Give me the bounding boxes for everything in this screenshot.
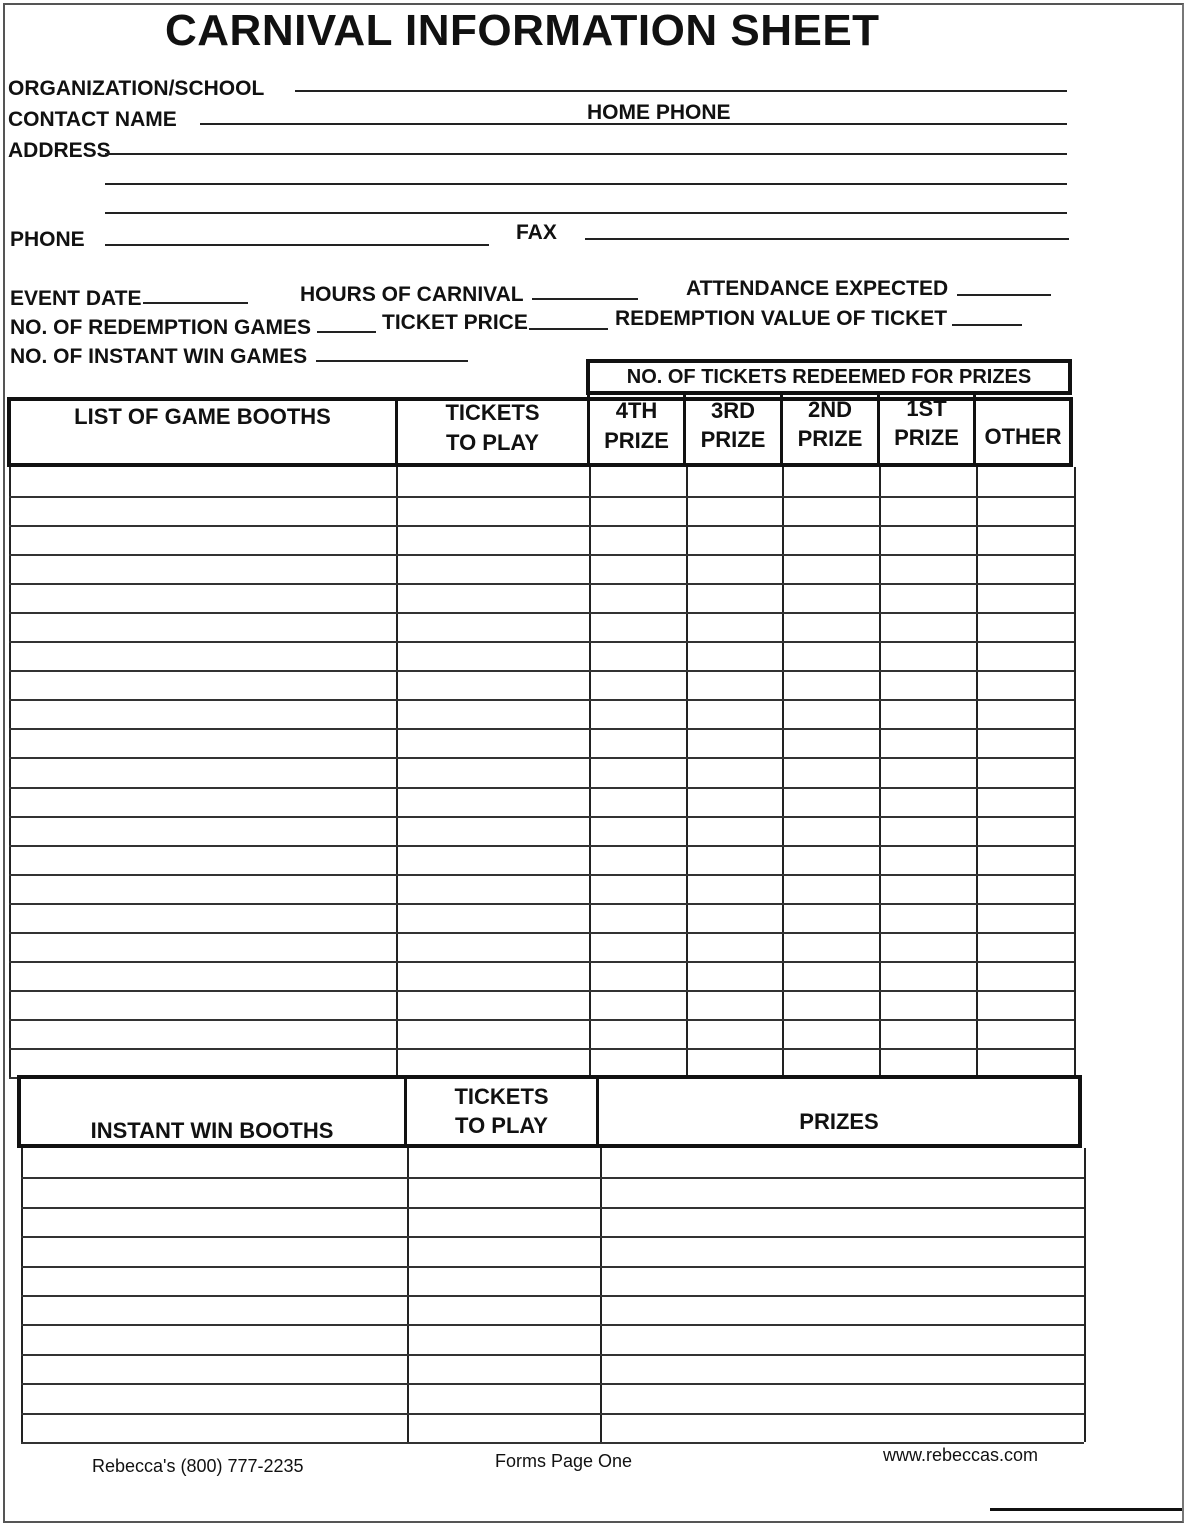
contact-name-label: CONTACT NAME: [8, 108, 177, 131]
organization-field[interactable]: [295, 90, 1067, 92]
table-row[interactable]: [9, 728, 1074, 757]
instant-win-games-label: NO. OF INSTANT WIN GAMES: [10, 345, 308, 368]
ticket-price-label: TICKET PRICE: [382, 311, 528, 334]
home-phone-label: HOME PHONE: [587, 101, 731, 124]
event-date-field[interactable]: [143, 302, 248, 304]
table-row[interactable]: [9, 496, 1074, 525]
footer-phone: Rebecca's (800) 777-2235: [92, 1456, 304, 1476]
table-row[interactable]: [9, 932, 1074, 961]
footer-page-label: Forms Page One: [495, 1451, 633, 1471]
table-row[interactable]: [9, 903, 1074, 932]
table-row[interactable]: [9, 816, 1074, 845]
table-row[interactable]: [21, 1148, 1084, 1177]
instant-win-games-field[interactable]: [316, 360, 468, 362]
event-date-label: EVENT DATE: [10, 287, 142, 310]
table-row[interactable]: [9, 757, 1074, 786]
other-header: OTHER: [984, 424, 1062, 449]
redemption-value-field[interactable]: [952, 324, 1022, 326]
table-row[interactable]: [9, 1048, 1074, 1077]
scan-edge-mark: [990, 1508, 1182, 1511]
fourth-prize-header-line1: 4TH: [615, 398, 658, 423]
table-row[interactable]: [9, 1019, 1074, 1048]
fourth-prize-header-line2: PRIZE: [604, 428, 669, 453]
table-row[interactable]: [9, 641, 1074, 670]
table-row[interactable]: [21, 1236, 1084, 1265]
table-row[interactable]: [21, 1177, 1084, 1206]
hours-field[interactable]: [532, 298, 638, 300]
second-prize-header-line1: 2ND: [807, 397, 852, 422]
table-row[interactable]: [21, 1295, 1084, 1324]
grid-row-line: [21, 1442, 1084, 1444]
redeemed-group-header: NO. OF TICKETS REDEEMED FOR PRIZES: [626, 366, 1032, 388]
attendance-field[interactable]: [957, 294, 1051, 296]
tickets-header-line2: TO PLAY: [446, 430, 539, 455]
grid-column-line: [1084, 1148, 1086, 1442]
third-prize-header-line2: PRIZE: [700, 427, 766, 452]
redemption-games-label: NO. OF REDEMPTION GAMES: [10, 316, 312, 339]
table-row[interactable]: [9, 699, 1074, 728]
third-prize-header-line1: 3RD: [710, 398, 755, 423]
prizes-header: PRIZES: [799, 1109, 879, 1134]
table-row[interactable]: [9, 990, 1074, 1019]
table-row[interactable]: [21, 1354, 1084, 1383]
attendance-label: ATTENDANCE EXPECTED: [686, 277, 949, 300]
grid-column-line: [1074, 467, 1076, 1077]
redemption-games-field[interactable]: [317, 331, 376, 333]
table-row[interactable]: [9, 961, 1074, 990]
organization-label: ORGANIZATION/SCHOOL: [8, 77, 265, 100]
instant-booths-header: INSTANT WIN BOOTHS: [90, 1118, 334, 1143]
first-prize-header-line2: PRIZE: [894, 425, 959, 450]
table-row[interactable]: [21, 1383, 1084, 1412]
phone-field[interactable]: [105, 244, 489, 246]
second-prize-header-line2: PRIZE: [797, 426, 863, 451]
address-label: ADDRESS: [8, 139, 111, 162]
address-field-3[interactable]: [105, 212, 1067, 214]
address-field-2[interactable]: [105, 183, 1067, 185]
table-row[interactable]: [9, 874, 1074, 903]
instant-tickets-header-line2: TO PLAY: [455, 1113, 548, 1138]
phone-label: PHONE: [10, 228, 85, 251]
table-row[interactable]: [9, 583, 1074, 612]
table-row[interactable]: [9, 525, 1074, 554]
table-row[interactable]: [21, 1324, 1084, 1353]
fax-field[interactable]: [585, 238, 1069, 240]
table-row[interactable]: [9, 670, 1074, 699]
table-row[interactable]: [9, 467, 1074, 496]
fax-label: FAX: [516, 221, 557, 244]
table-row[interactable]: [9, 612, 1074, 641]
address-field-1[interactable]: [105, 153, 1067, 155]
first-prize-header-line1: 1ST: [906, 396, 947, 421]
table-row[interactable]: [21, 1266, 1084, 1295]
page-title: CARNIVAL INFORMATION SHEET: [165, 6, 880, 55]
table-row[interactable]: [9, 787, 1074, 816]
footer-website[interactable]: www.rebeccas.com: [883, 1445, 1039, 1465]
ticket-price-field[interactable]: [529, 328, 608, 330]
redemption-value-label: REDEMPTION VALUE OF TICKET: [615, 307, 948, 330]
instant-tickets-header-line1: TICKETS: [454, 1084, 549, 1109]
table-row[interactable]: [9, 845, 1074, 874]
table-row[interactable]: [21, 1413, 1084, 1442]
table-row[interactable]: [9, 554, 1074, 583]
game-booths-header: LIST OF GAME BOOTHS: [74, 404, 331, 429]
tickets-header-line1: TICKETS: [445, 400, 540, 425]
hours-label: HOURS OF CARNIVAL: [300, 283, 524, 306]
table-row[interactable]: [21, 1207, 1084, 1236]
